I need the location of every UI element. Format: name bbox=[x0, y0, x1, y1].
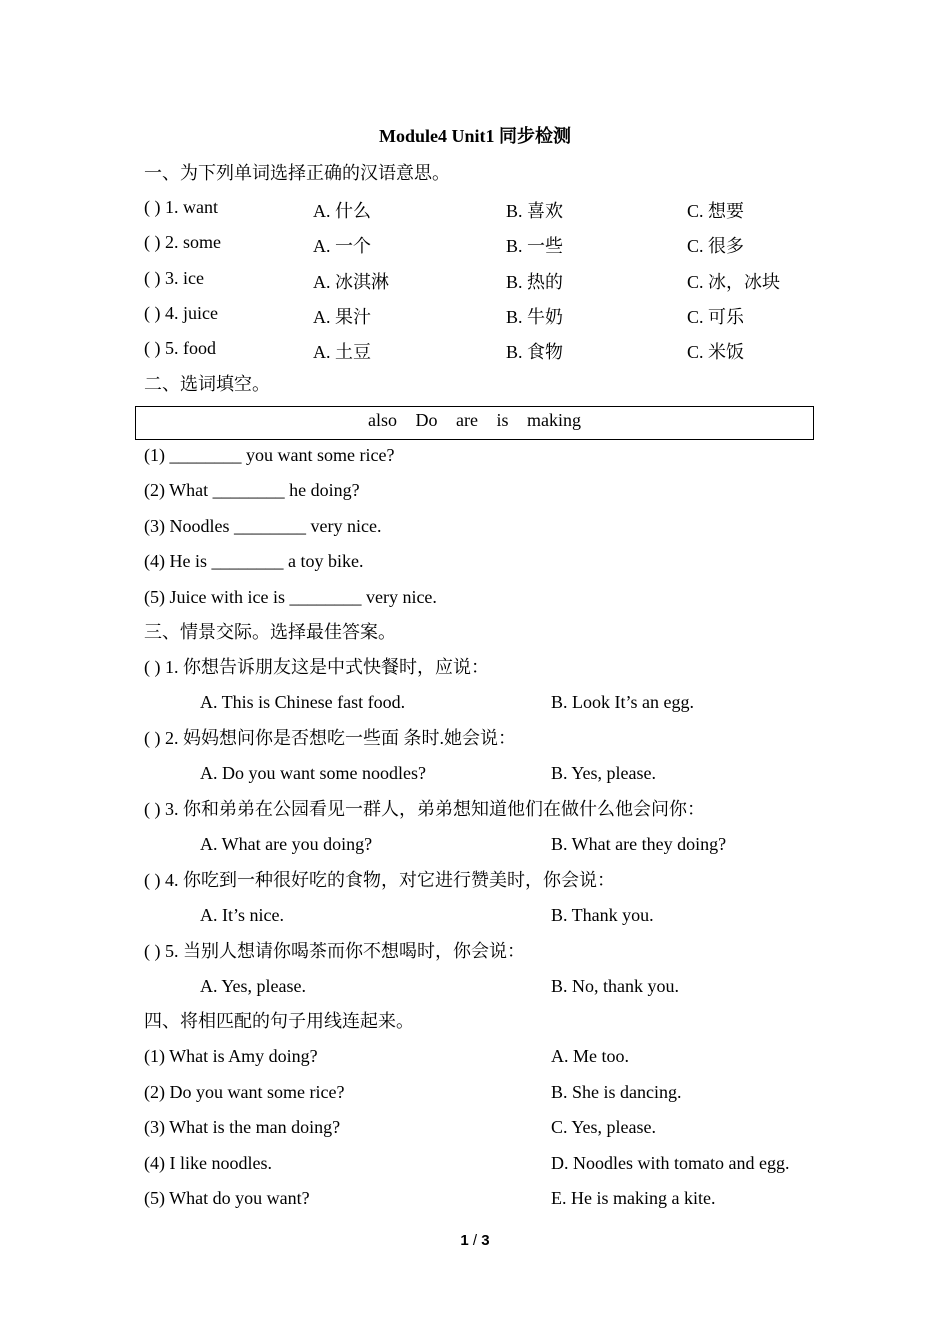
page-total: 3 bbox=[481, 1232, 490, 1249]
match-right-item: E. He is making a kite. bbox=[551, 1188, 716, 1208]
fill-sentence: (3) Noodles ________ very nice. bbox=[144, 516, 382, 536]
vocab-option-c: C. 米饭 bbox=[687, 342, 745, 362]
situation-options bbox=[0, 692, 950, 714]
fill-sentence: (1) ________ you want some rice? bbox=[144, 445, 395, 465]
vocab-option-b: B. 热的 bbox=[506, 272, 564, 292]
situation-option-a: A. Do you want some noodles? bbox=[200, 763, 426, 783]
section3-heading: 三、情景交际。选择最佳答案。 bbox=[144, 622, 396, 642]
word-bank-word: making bbox=[527, 410, 581, 430]
match-row bbox=[0, 1117, 950, 1139]
situation-options bbox=[0, 763, 950, 785]
page-number bbox=[0, 1231, 950, 1251]
situation-option-b: B. Look It’s an egg. bbox=[551, 692, 694, 712]
match-right-item: B. She is dancing. bbox=[551, 1082, 682, 1102]
vocab-row bbox=[0, 338, 950, 360]
match-left-item: (3) What is the man doing? bbox=[144, 1117, 341, 1137]
vocab-option-c: C. 想要 bbox=[687, 201, 745, 221]
match-left-item: (2) Do you want some rice? bbox=[144, 1082, 345, 1102]
section1-heading: 一、为下列单词选择正确的汉语意思。 bbox=[144, 163, 450, 183]
match-right-item: C. Yes, please. bbox=[551, 1117, 657, 1137]
vocab-option-b: B. 喜欢 bbox=[506, 201, 564, 221]
page-title: Module4 Unit1 同步检测 bbox=[378, 126, 571, 146]
section2-heading: 二、选词填空。 bbox=[144, 374, 270, 394]
vocab-row bbox=[0, 197, 950, 219]
match-left-item: (4) I like noodles. bbox=[144, 1153, 272, 1173]
match-row bbox=[0, 1046, 950, 1068]
situation-option-a: A. It’s nice. bbox=[200, 905, 284, 925]
situation-option-a: A. Yes, please. bbox=[200, 976, 306, 996]
vocab-option-b: B. 一些 bbox=[506, 236, 564, 256]
match-right-item: A. Me too. bbox=[551, 1046, 629, 1066]
vocab-option-c: C. 可乐 bbox=[687, 307, 745, 327]
situation-question: ( ) 2. 妈妈想问你是否想吃一些面 条时.她会说： bbox=[144, 728, 516, 748]
situation-option-a: A. This is Chinese fast food. bbox=[200, 692, 406, 712]
word-bank-word: Do bbox=[415, 410, 438, 430]
vocab-question: ( ) 5. food bbox=[144, 338, 216, 358]
match-row bbox=[0, 1153, 950, 1175]
situation-question: ( ) 5. 当别人想请你喝茶而你不想喝时，你会说： bbox=[144, 941, 525, 961]
vocab-option-c: C. 很多 bbox=[687, 236, 745, 256]
situation-options bbox=[0, 905, 950, 927]
situation-option-a: A. What are you doing? bbox=[200, 834, 373, 854]
match-left-item: (1) What is Amy doing? bbox=[144, 1046, 318, 1066]
section4-heading: 四、将相匹配的句子用线连起来。 bbox=[144, 1011, 414, 1031]
situation-options bbox=[0, 834, 950, 856]
vocab-row bbox=[0, 232, 950, 254]
situation-question: ( ) 3. 你和弟弟在公园看见一群人，弟弟想知道他们在做什么他会问你： bbox=[144, 799, 705, 819]
match-row bbox=[0, 1082, 950, 1104]
word-bank-word: is bbox=[496, 410, 509, 430]
word-bank-word: are bbox=[456, 410, 478, 430]
fill-sentence: (5) Juice with ice is ________ very nice. bbox=[144, 587, 437, 607]
situation-option-b: B. What are they doing? bbox=[551, 834, 727, 854]
vocab-option-c: C. 冰，冰块 bbox=[687, 272, 781, 292]
situation-option-b: B. No, thank you. bbox=[551, 976, 679, 996]
vocab-question: ( ) 1. want bbox=[144, 197, 218, 217]
situation-question: ( ) 1. 你想告诉朋友这是中式快餐时，应说： bbox=[144, 657, 489, 677]
vocab-question: ( ) 2. some bbox=[144, 232, 221, 252]
situation-question: ( ) 4. 你吃到一种很好吃的食物，对它进行赞美时，你会说： bbox=[144, 870, 615, 890]
situation-option-b: B. Yes, please. bbox=[551, 763, 657, 783]
page-current: 1 bbox=[460, 1232, 469, 1249]
situation-options bbox=[0, 976, 950, 998]
match-left-item: (5) What do you want? bbox=[144, 1188, 310, 1208]
vocab-option-a: A. 一个 bbox=[313, 236, 371, 256]
fill-sentence: (4) He is ________ a toy bike. bbox=[144, 551, 364, 571]
word-bank-box bbox=[135, 406, 814, 440]
vocab-row bbox=[0, 303, 950, 325]
vocab-option-a: A. 土豆 bbox=[313, 342, 371, 362]
vocab-row bbox=[0, 268, 950, 290]
page-separator: / bbox=[472, 1232, 478, 1249]
vocab-option-b: B. 牛奶 bbox=[506, 307, 564, 327]
match-right-item: D. Noodles with tomato and egg. bbox=[551, 1153, 790, 1173]
vocab-option-a: A. 冰淇淋 bbox=[313, 272, 389, 292]
vocab-option-a: A. 什么 bbox=[313, 201, 371, 221]
situation-option-b: B. Thank you. bbox=[551, 905, 654, 925]
vocab-option-a: A. 果汁 bbox=[313, 307, 371, 327]
word-bank-word: also bbox=[368, 410, 397, 430]
vocab-option-b: B. 食物 bbox=[506, 342, 564, 362]
fill-sentence: (2) What ________ he doing? bbox=[144, 480, 360, 500]
vocab-question: ( ) 4. juice bbox=[144, 303, 218, 323]
vocab-question: ( ) 3. ice bbox=[144, 268, 204, 288]
match-row bbox=[0, 1188, 950, 1210]
word-bank bbox=[136, 410, 813, 431]
